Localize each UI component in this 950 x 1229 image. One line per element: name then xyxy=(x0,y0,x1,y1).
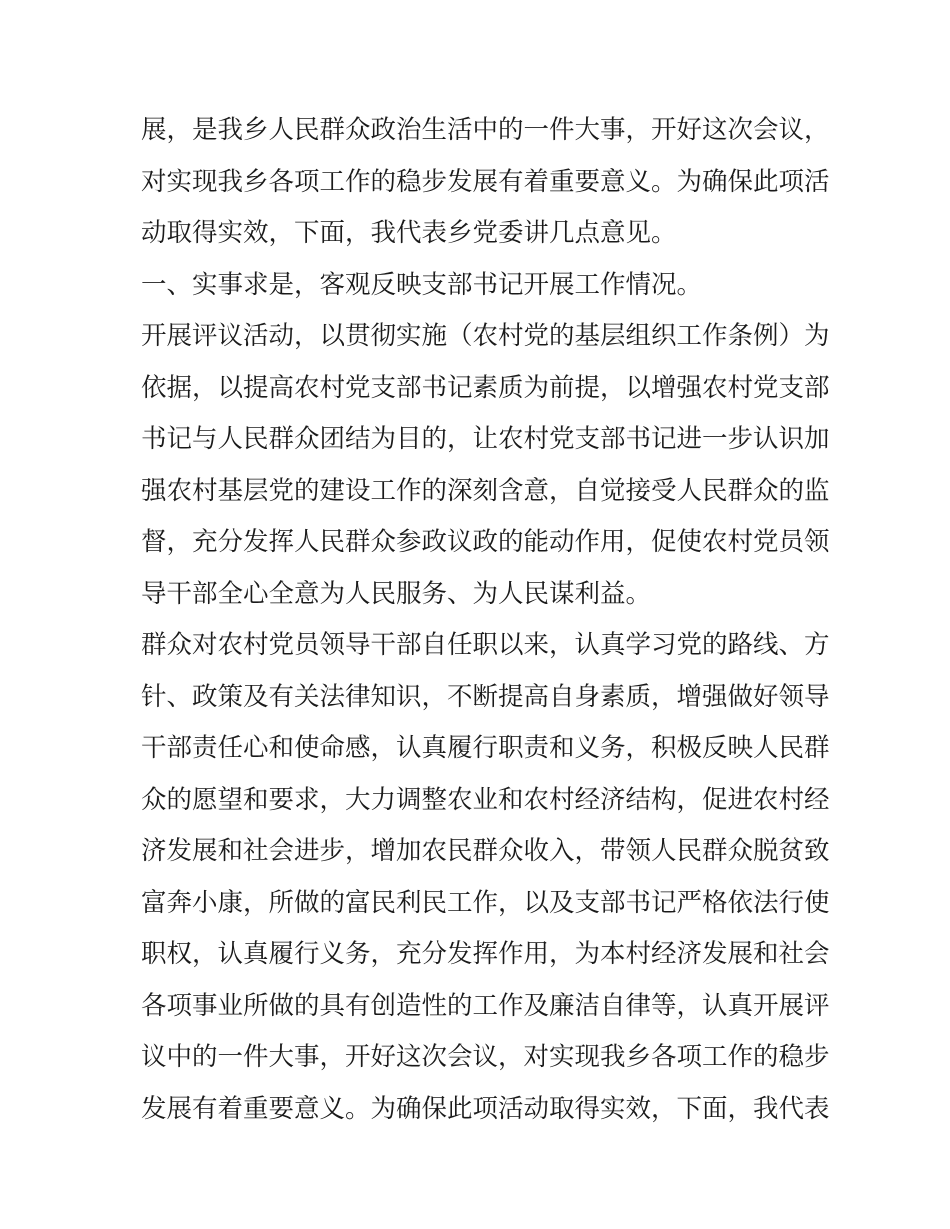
text-line: 督，充分发挥人民群众参政议政的能动作用，促使农村党员领 xyxy=(141,527,830,557)
section-heading: 一、实事求是，客观反映支部书记开展工作情况。 xyxy=(141,269,703,300)
text-line: 职权，认真履行义务，充分发挥作用，为本村经济发展和社会 xyxy=(141,939,830,969)
text-line: 对实现我乡各项工作的稳步发展有着重要意义。为确保此项活 xyxy=(141,166,830,197)
text-line: 导干部全心全意为人民服务、为人民谋利益。 xyxy=(141,578,652,609)
text-line: 展，是我乡人民群众政治生活中的一件大事，开好这次会议， xyxy=(141,115,830,145)
text-line: 动取得实效，下面，我代表乡党委讲几点意见。 xyxy=(141,218,677,248)
text-line: 发展有着重要意义。为确保此项活动取得实效，下面，我代表 xyxy=(141,1093,830,1124)
text-line: 依据，以提高农村党支部书记素质为前提，以增强农村党支部 xyxy=(141,372,830,403)
text-line: 议中的一件大事，开好这次会议，对实现我乡各项工作的稳步 xyxy=(141,1042,830,1072)
text-line: 济发展和社会进步，增加农民群众收入，带领人民群众脱贫致 xyxy=(141,836,830,866)
text-line: 富奔小康，所做的富民利民工作，以及支部书记严格依法行使 xyxy=(141,887,830,918)
text-line: 众的愿望和要求，大力调整农业和农村经济结构，促进农村经 xyxy=(141,784,830,815)
body-text xyxy=(141,105,830,1135)
text-line: 针、政策及有关法律知识，不断提高自身素质，增强做好领导 xyxy=(141,681,830,712)
text-line: 强农村基层党的建设工作的深刻含意，自觉接受人民群众的监 xyxy=(141,475,830,506)
text-line: 书记与人民群众团结为目的，让农村党支部书记进一步认识加 xyxy=(141,424,830,454)
text-line: 干部责任心和使命感，认真履行职责和义务，积极反映人民群 xyxy=(141,733,830,763)
text-line: 群众对农村党员领导干部自任职以来，认真学习党的路线、方 xyxy=(141,630,830,660)
text-line: 各项事业所做的具有创造性的工作及廉洁自律等，认真开展评 xyxy=(141,990,830,1021)
text-line: 开展评议活动，以贯彻实施（农村党的基层组织工作条例）为 xyxy=(141,321,830,351)
